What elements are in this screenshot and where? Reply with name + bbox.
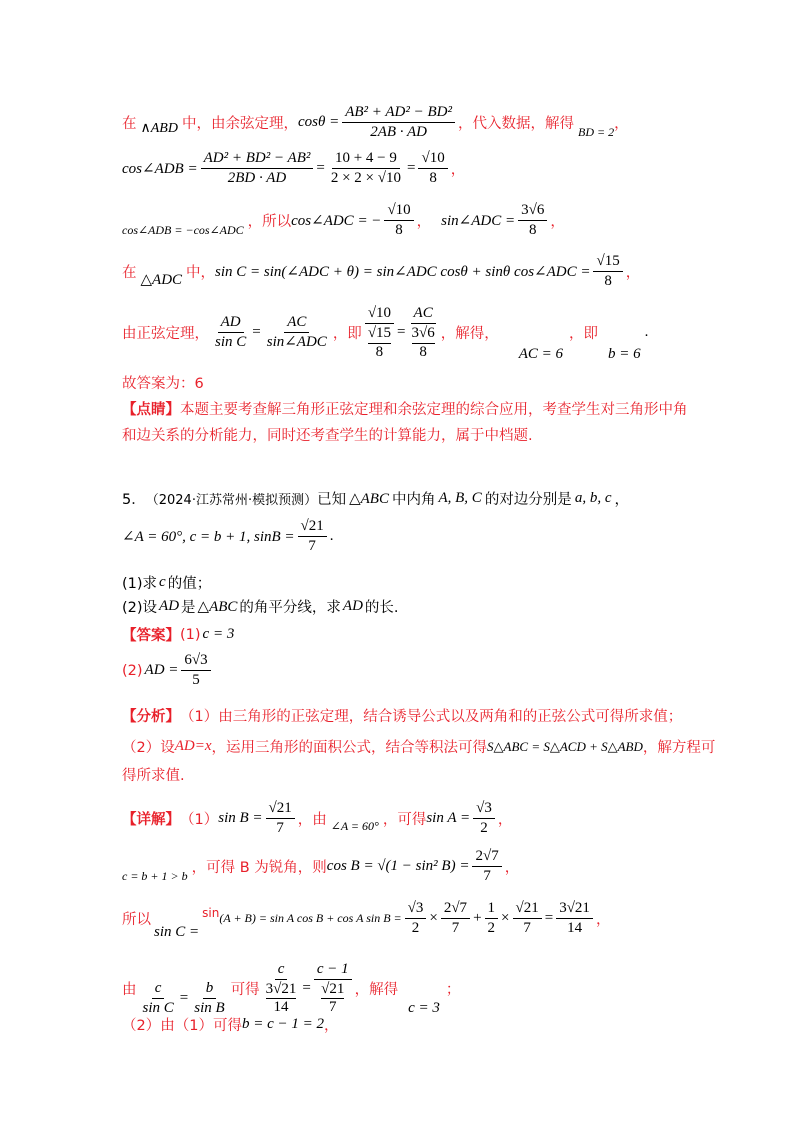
fraction <box>405 900 427 938</box>
denominator: 2AB · AD <box>370 124 428 141</box>
denominator: sin C <box>142 1000 174 1017</box>
sin-c-expansion: sin C = sin(∠ADC + θ) = sin∠ADC cosθ + sinθ cos∠ADC = <box>215 264 591 281</box>
denominator: 8 <box>528 222 537 239</box>
angle-a: ∠A = 60° <box>330 819 379 834</box>
numerator: √10 <box>365 305 394 324</box>
analysis-line-3 <box>122 764 185 785</box>
text: 是 <box>181 600 196 616</box>
solution-line-4 <box>122 253 640 291</box>
ad-lhs: AD = <box>144 662 179 679</box>
text: ，所以 <box>247 214 292 231</box>
denominator <box>365 324 394 361</box>
numerator: AB² + AD² − BD² <box>342 104 455 123</box>
denominator: 2 <box>487 920 496 937</box>
fraction <box>518 202 547 240</box>
sub-denominator: 14 <box>273 999 289 1016</box>
text: ，即 <box>569 326 599 343</box>
numerator: c − 1 <box>314 961 352 980</box>
denominator: 7 <box>523 920 531 937</box>
b-value: b = c − 1 = 2 <box>241 1016 324 1032</box>
cos-relation: cos∠ADB = −cos∠ADC <box>122 223 244 238</box>
detail-line-1 <box>122 800 512 838</box>
text: ，即 <box>332 326 362 343</box>
fraction <box>556 900 593 938</box>
denominator: 8 <box>604 273 612 290</box>
numerator: AD <box>218 314 244 333</box>
c-result: c = 3 <box>408 1000 440 1017</box>
angles: A, B, C <box>438 490 482 506</box>
numerator: √10 <box>384 202 413 221</box>
sin-label: sin <box>202 905 220 920</box>
answer-line-2 <box>122 652 214 690</box>
text: (2)设 <box>122 600 158 616</box>
numerator: √21 <box>298 518 327 537</box>
numerator: √15 <box>593 253 622 272</box>
solution-line-3 <box>122 202 565 240</box>
denominator: sin C <box>215 334 247 351</box>
numerator: c <box>275 961 288 980</box>
text: ， <box>450 162 466 179</box>
text: ，可得 B 为锐角，则 <box>191 860 327 877</box>
text: 由正弦定理， <box>122 326 209 343</box>
text: 的对边分别是 <box>484 492 572 508</box>
text: ，解方程可 <box>642 740 716 756</box>
sub-numerator: √21 <box>321 981 344 999</box>
numerator: 3√6 <box>518 202 547 221</box>
denominator: 7 <box>451 920 460 937</box>
denominator: 2BD · AD <box>227 170 287 187</box>
question-5-part-2 <box>122 596 399 617</box>
text: 可得 <box>230 982 260 999</box>
answer-line-1 <box>122 624 234 645</box>
var-ad: AD <box>159 598 180 614</box>
text: ，解得， <box>440 326 499 343</box>
triangle-abc: △ABC <box>349 491 389 507</box>
denominator: 14 <box>567 920 583 937</box>
answer-1: c = 3 <box>202 626 235 642</box>
cos-b: cos B = √(1 − sin² B) = <box>326 858 470 875</box>
text: ， <box>595 912 611 929</box>
fraction <box>409 305 438 361</box>
comment-line-1 <box>122 398 688 419</box>
fraction <box>418 150 447 188</box>
text: ， <box>497 812 513 829</box>
text: (1) <box>180 626 201 643</box>
cos-adc: cos∠ADC = − <box>291 213 382 230</box>
denominator <box>263 980 300 1017</box>
sub-denominator: 8 <box>375 343 384 360</box>
triangle-adc: △ADC <box>140 272 183 289</box>
fraction <box>298 518 327 556</box>
fraction <box>140 980 177 1018</box>
analysis-line-1 <box>122 705 682 726</box>
numerator: √21 <box>513 900 542 919</box>
text: ， <box>323 1018 339 1034</box>
cos-theta: cosθ = <box>297 114 340 131</box>
sub-numerator: 3√6 <box>412 325 435 343</box>
text: （2）由（1）可得 <box>122 1018 242 1034</box>
conditions: ∠A = 60°, c = b + 1, sinB = <box>122 529 295 546</box>
denominator: sin∠ADC <box>266 334 327 351</box>
denominator: 5 <box>192 672 200 689</box>
numerator: √21 <box>266 800 295 819</box>
solution-line-2: cos∠ADB = $\frac{\text{AD² + BD² − AB²}}{2BD \cdot AD}$ = $\frac{10 + 4 - 9}{2 \times 2 \times √10}$ = $\frac{√10}{8}$ ， <box>122 150 466 187</box>
sub-numerator: √15 <box>368 325 391 343</box>
answer-line <box>122 372 204 393</box>
fraction <box>513 900 542 938</box>
text: ， <box>614 492 629 508</box>
denominator: 7 <box>276 820 284 837</box>
question-5-part-1 <box>122 572 211 593</box>
detail-tag: 【详解】 <box>122 812 180 829</box>
sin-adc: sin∠ADC = <box>441 213 516 230</box>
numerator: 6√3 <box>181 652 210 671</box>
fraction <box>472 848 501 886</box>
text: 的值； <box>167 576 212 592</box>
fraction <box>473 800 495 838</box>
analysis-text: （1）由三角形的正弦定理，结合诱导公式以及两角和的正弦公式可得所求值； <box>180 709 683 725</box>
question-5-stem <box>122 488 629 509</box>
text: ，可得 <box>382 812 427 829</box>
analysis-tag: 【分析】 <box>122 709 180 725</box>
denominator: 8 <box>395 222 403 239</box>
var-ad-x: AD=x <box>174 738 212 754</box>
plus: + <box>473 910 482 927</box>
fraction <box>328 150 404 188</box>
text: 所以 <box>122 912 151 929</box>
text: 的长. <box>364 600 399 616</box>
detail-line-5 <box>122 1014 338 1035</box>
sin-sum-expansion: (A + B) = sin A cos B + cos A sin B = <box>219 911 402 926</box>
text: （1） <box>180 812 219 829</box>
numerator: c <box>152 980 165 999</box>
fraction <box>485 900 499 938</box>
numerator: √3 <box>405 900 427 919</box>
text: ； <box>445 982 461 999</box>
var-ad: AD <box>342 598 363 614</box>
denominator: 2 × 2 × √10 <box>330 170 401 187</box>
triangle-abc: △ABC <box>197 599 238 615</box>
text: 的角平分线，求 <box>239 600 341 616</box>
solution-line-1 <box>122 104 629 142</box>
fraction <box>441 900 470 938</box>
text: ，代入数据，解得 <box>458 116 574 133</box>
question-5-conditions <box>122 518 334 556</box>
times: × <box>501 910 510 927</box>
detail-line-3 <box>122 900 611 941</box>
question-number: 5． <box>122 492 146 508</box>
text: 在 <box>122 265 137 282</box>
text: 中内角 <box>391 492 436 508</box>
denominator: 7 <box>483 868 491 885</box>
text: . <box>329 528 334 545</box>
denominator: 2 <box>480 820 488 837</box>
triangle-abd: ∧ABD <box>140 121 178 137</box>
text: ， <box>504 860 520 877</box>
text: 中，由余弦定理， <box>181 116 298 133</box>
text: 在 <box>122 116 137 133</box>
sin-c: sin C = <box>154 924 200 941</box>
sin-a: sin A = <box>426 810 471 827</box>
question-source: （2024·江苏常州·模拟预测） <box>145 493 318 508</box>
numerator: AC <box>284 314 309 333</box>
numerator: 2√7 <box>441 900 470 919</box>
fraction <box>263 961 300 1017</box>
text: 已知 <box>317 492 347 508</box>
cos-adb: cos∠ADB = <box>122 161 198 178</box>
fraction <box>342 104 455 142</box>
comment-text: 和边关系的分析能力，同时还考查学生的计算能力，属于中档题. <box>122 428 533 444</box>
text: (1)求 <box>122 576 158 592</box>
times: × <box>429 910 438 927</box>
ac-result: AC = 6 <box>518 346 564 363</box>
final-answer: 故答案为：6 <box>122 376 204 392</box>
denominator: 8 <box>429 170 437 187</box>
bd-result: BD = 2 <box>578 125 615 140</box>
area-equation: S△ABC = S△ACD + S△ABD <box>487 738 643 754</box>
text: ， <box>625 265 641 282</box>
fraction <box>212 314 249 352</box>
fraction <box>593 253 622 291</box>
text: （2）设 <box>122 740 175 756</box>
sub-numerator: 3√21 <box>266 981 297 999</box>
numerator: 1 <box>485 900 499 919</box>
sub-denominator: 7 <box>328 999 337 1016</box>
text: ， <box>416 214 432 231</box>
comment-text: 本题主要考查解三角形正弦定理和余弦定理的综合应用，考查学生对三角形中角 <box>180 402 688 418</box>
fraction <box>201 150 314 188</box>
fraction <box>264 314 330 352</box>
numerator: 10 + 4 − 9 <box>332 150 400 169</box>
numerator: 2√7 <box>472 848 501 867</box>
text: 由 <box>122 982 137 999</box>
fraction <box>181 652 210 690</box>
denominator <box>409 324 438 361</box>
answer-tag: 【答案】 <box>122 628 180 644</box>
detail-line-4: 由 $\frac{c}{\text{sin C}}$ = $\frac{b}{\text{sin B}}$ 可得 $\frac{c}{\frac{3√21}{14}}$ = $\frac{c - 1}{\frac{√21}{7}}$ ，解得 c = 3 ； <box>122 960 461 1017</box>
sides: a, b, c <box>574 490 612 506</box>
sub-denominator: 8 <box>419 343 427 360</box>
text: (2) <box>122 662 143 679</box>
fraction <box>384 202 413 240</box>
equals: = <box>179 990 189 1007</box>
analysis-line-2 <box>122 736 715 757</box>
text: . <box>644 324 649 341</box>
text: ， <box>614 116 629 133</box>
denominator: 2 <box>411 920 420 937</box>
c-gt-b: c = b + 1 > b <box>122 869 188 884</box>
var-c: c <box>159 574 166 590</box>
denominator: sin B <box>194 1000 225 1017</box>
numerator: √3 <box>473 800 495 819</box>
equals: = <box>544 910 554 927</box>
solution-line-5: 由正弦定理， $\frac{AD}{\text{sin C}}$ = $\frac{AC}{\text{sin∠ADC}}$ ，即 $\frac{√10}{\frac{√15}{8}}$ = $\frac{AC}{\frac{3√6}{8}}$ ，解得， AC = 6 ，即 b = 6 . <box>122 305 649 363</box>
comment-line-2 <box>122 424 533 445</box>
text: 中， <box>186 265 216 282</box>
text: ，运用三角形的面积公式，结合等积法可得 <box>211 740 488 756</box>
text: ， <box>550 214 565 231</box>
detail-line-2 <box>122 848 519 886</box>
fraction <box>314 961 352 1017</box>
denominator <box>318 980 347 1017</box>
numerator: b <box>203 980 217 999</box>
b-result: b = 6 <box>608 346 641 363</box>
text: 得所求值. <box>122 768 185 784</box>
text: ，解得 <box>354 982 399 999</box>
fraction <box>365 305 394 361</box>
numerator: AD² + BD² − AB² <box>201 150 314 169</box>
fraction <box>191 980 227 1018</box>
text: ，由 <box>297 812 327 829</box>
numerator: √10 <box>418 150 447 169</box>
numerator: 3√21 <box>556 900 593 919</box>
sin-b: sin B = <box>218 810 263 827</box>
denominator: 7 <box>308 538 316 555</box>
comment-tag: 【点睛】 <box>122 402 180 418</box>
numerator: AC <box>411 305 436 324</box>
fraction <box>266 800 295 838</box>
